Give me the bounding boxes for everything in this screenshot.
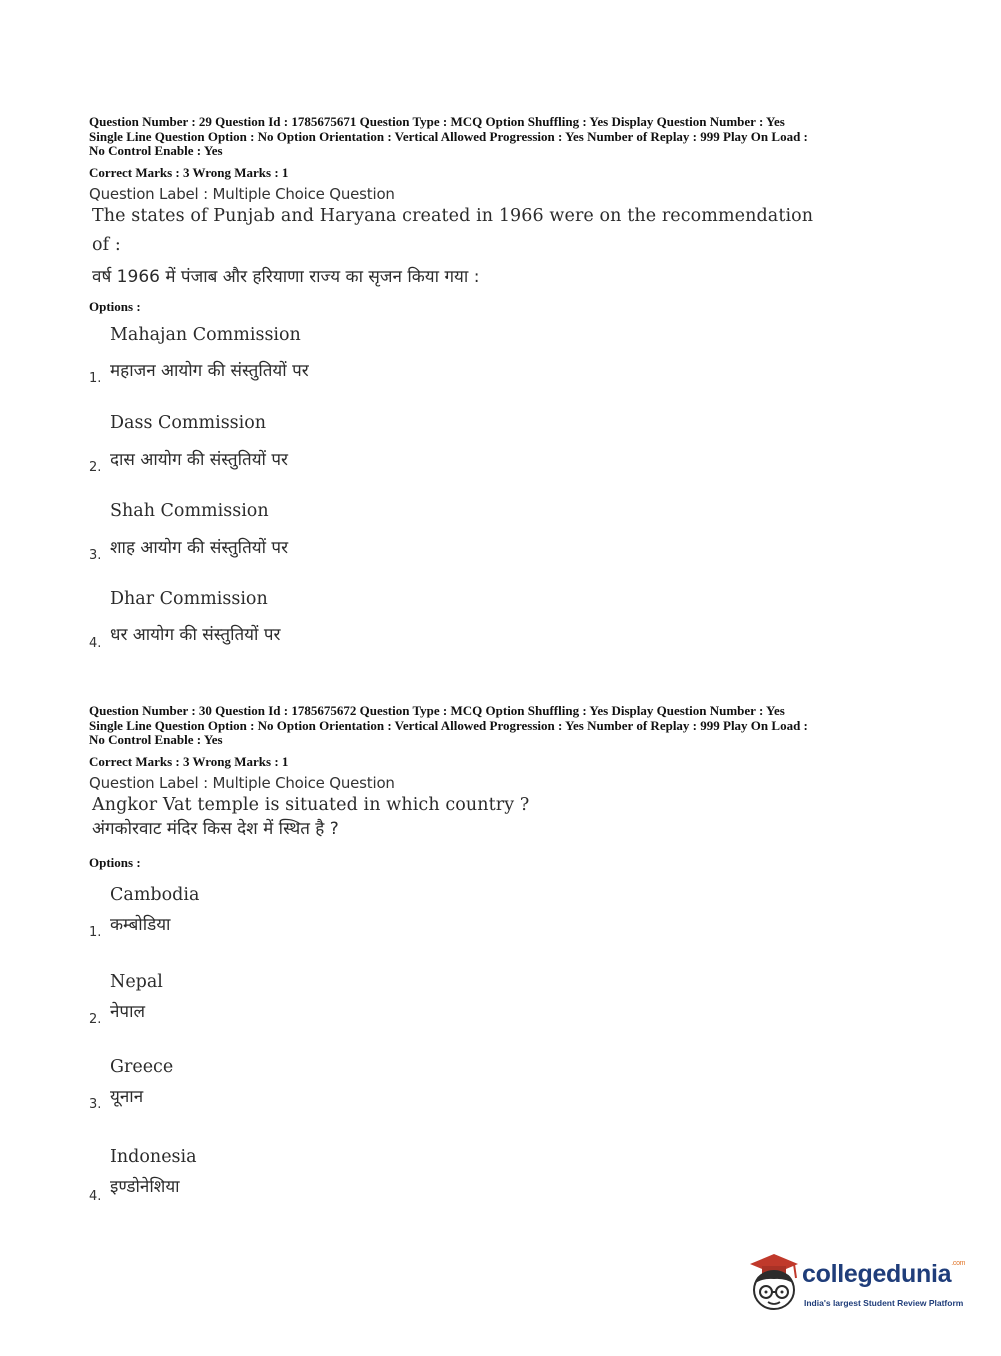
- option-item[interactable]: [89, 325, 689, 390]
- option-item[interactable]: [89, 1057, 689, 1117]
- logo-dotcom: .com: [951, 1260, 966, 1267]
- option-text-hi: कम्बोडिया: [110, 915, 171, 935]
- option-text-en: Nepal: [110, 972, 163, 992]
- option-number: 3.: [89, 1097, 102, 1112]
- option-number: 3.: [89, 548, 102, 563]
- option-item[interactable]: [89, 885, 689, 945]
- option-number: 1.: [89, 925, 102, 940]
- option-text-en: Dass Commission: [110, 413, 267, 433]
- question-text-en: of :: [92, 234, 121, 255]
- option-text-hi: यूनान: [110, 1087, 144, 1107]
- option-number: 1.: [89, 371, 102, 386]
- question-label: Question Label : Multiple Choice Question: [89, 773, 395, 792]
- question-label: Question Label : Multiple Choice Question: [89, 184, 395, 203]
- question-text-hi: अंगकोरवाट मंदिर किस देश में स्थित है ?: [92, 818, 339, 839]
- marks-line: Correct Marks : 3 Wrong Marks : 1: [89, 164, 289, 180]
- option-item[interactable]: [89, 972, 689, 1032]
- option-item[interactable]: [89, 589, 689, 654]
- option-item[interactable]: [89, 1147, 689, 1207]
- option-text-en: Shah Commission: [110, 501, 269, 521]
- question-meta-line: Question Number : 30 Question Id : 1785675672 Question Type : MCQ Option Shuffling : Yes Display Question Number : Yes: [89, 703, 785, 718]
- option-number: 2.: [89, 1012, 102, 1027]
- question-meta-line: Single Line Question Option : No Option Orientation : Vertical Allowed Progression : Yes Number of Replay : 999 Play On Load :: [89, 128, 808, 144]
- option-number: 4.: [89, 636, 102, 651]
- question-block-30: [89, 704, 919, 1214]
- option-text-hi: महाजन आयोग की संस्तुतियों पर: [110, 361, 309, 381]
- option-item[interactable]: [89, 501, 689, 566]
- option-text-en: Dhar Commission: [110, 589, 268, 609]
- logo-tagline: India's largest Student Review Platform: [804, 1298, 964, 1308]
- option-text-en: Greece: [110, 1057, 174, 1077]
- options-title: Options :: [89, 298, 141, 314]
- option-text-hi: दास आयोग की संस्तुतियों पर: [110, 450, 288, 470]
- mascot-icon: [742, 1250, 802, 1312]
- question-text-en: Angkor Vat temple is situated in which country ?: [92, 794, 530, 815]
- option-text-en: Mahajan Commission: [110, 325, 301, 345]
- question-text-en: The states of Punjab and Haryana created in 1966 were on the recommendation: [92, 205, 814, 226]
- question-meta-line: Single Line Question Option : No Option Orientation : Vertical Allowed Progression : Yes Number of Replay : 999 Play On Load :: [89, 717, 808, 733]
- marks-line: Correct Marks : 3 Wrong Marks : 1: [89, 753, 289, 769]
- option-item[interactable]: [89, 413, 689, 478]
- logo-name: collegedunia: [802, 1260, 952, 1288]
- question-meta-line: No Control Enable : Yes: [89, 143, 223, 158]
- option-text-en: Cambodia: [110, 885, 200, 905]
- question-meta-line: Question Number : 29 Question Id : 1785675671 Question Type : MCQ Option Shuffling : Yes Display Question Number : Yes: [89, 114, 785, 129]
- option-number: 4.: [89, 1189, 102, 1204]
- option-text-hi: शाह आयोग की संस्तुतियों पर: [110, 538, 289, 558]
- options-title: Options :: [89, 854, 141, 870]
- question-meta-line: No Control Enable : Yes: [89, 732, 223, 747]
- option-text-hi: नेपाल: [110, 1002, 146, 1022]
- option-number: 2.: [89, 460, 102, 475]
- logo-wordmark: [802, 1260, 965, 1289]
- collegedunia-logo: [742, 1250, 972, 1320]
- option-text-en: Indonesia: [110, 1147, 197, 1167]
- option-text-hi: धर आयोग की संस्तुतियों पर: [110, 625, 281, 645]
- option-text-hi: इण्डोनेशिया: [110, 1177, 180, 1197]
- question-text-hi: वर्ष 1966 में पंजाब और हरियाणा राज्य का सृजन किया गया :: [92, 266, 480, 287]
- question-block-29: [89, 115, 919, 660]
